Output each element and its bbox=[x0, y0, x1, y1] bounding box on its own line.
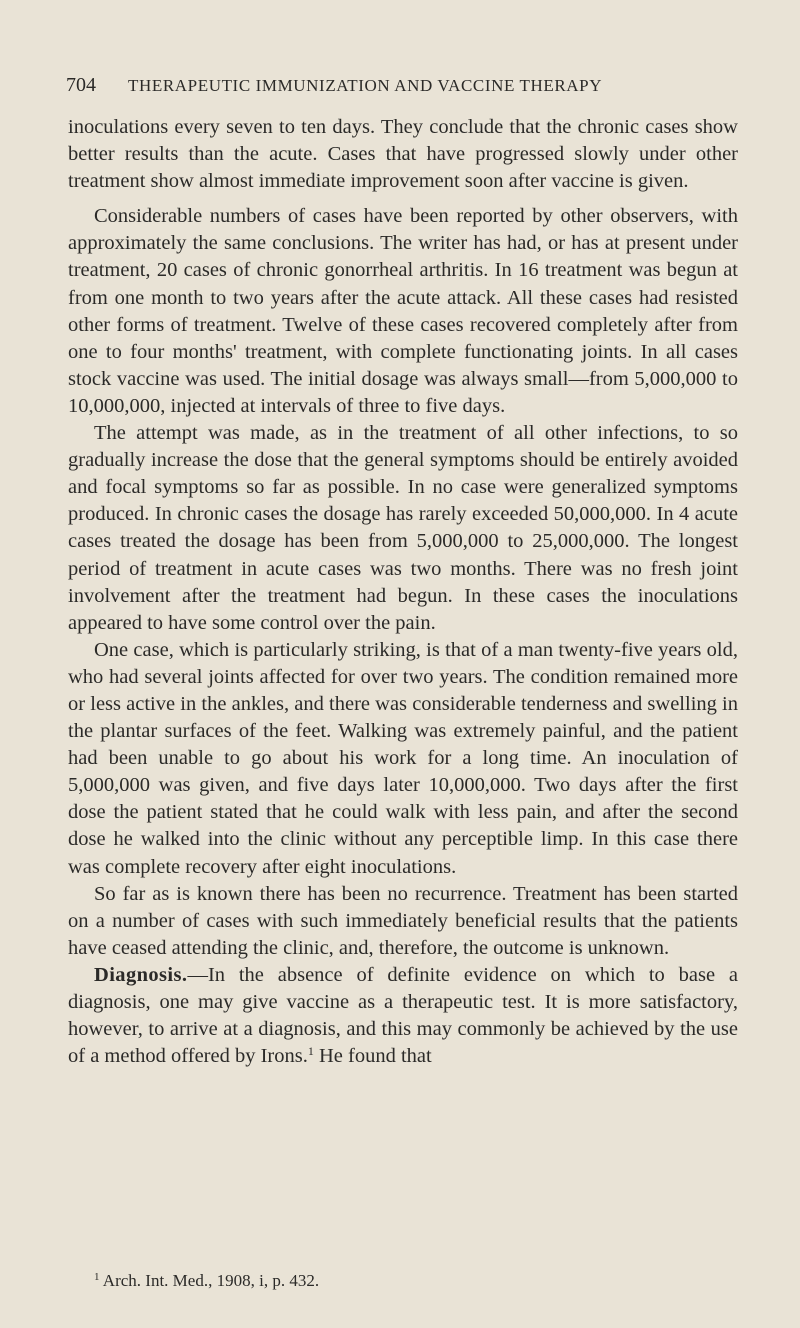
diagnosis-text-end: He found that bbox=[313, 1045, 432, 1068]
paragraph-dosage: The attempt was made, as in the treatment of all other infections, to so gradually increase the dose that the general symptoms should be entirely avoided and focal symptoms so far as possible. In no case were generalized symptoms produced. In chronic cases the dosage has rarely exceeded 50,000,000. In 4 acute cases treated the dosage has been from 5,000,000 to 25,000,000. The longest period of treatment in acute cases was two months. There was no fresh joint involvement after the treatment had begun. In these cases the inoculations appeared to have some control over the pain. bbox=[68, 422, 738, 634]
paragraph-case-report: One case, which is particularly striking, is that of a man twenty-five years old, who had several joints affected for over two years. The condition remained more or less active in the ankles, and there was considerable tenderness and swelling in the plantar surfaces of the feet. Walking was extremely painful, and the patient had been unable to go about his work for a long time. An inoculation of 5,000,000 was given, and five days later 10,000,000. Two days after the first dose the patient stated that he could walk with less pain, and after the second dose he walked into the clinic without any perceptible limp. In this case there was complete recovery after eight inoculations. bbox=[68, 638, 738, 878]
body-text bbox=[68, 114, 738, 1070]
footnote-reference: 1 bbox=[307, 1044, 314, 1059]
footnote-marker: 1 bbox=[94, 1271, 100, 1283]
paragraph-observers: Considerable numbers of cases have been reported by other observers, with approximately the same conclusions. The writer has had, or has at present under treatment, 20 cases of chronic gonorrheal arthritis. In 16 treatment was begun at from one month to two years after the acute attack. All these cases had resisted other forms of treatment. Twelve of these cases recovered completely after from one to four months' treatment, with complete functionating joints. In all cases stock vaccine was used. The initial dosage was always small—from 5,000,000 to 10,000,000, injected at intervals of three to five days. bbox=[68, 205, 738, 417]
section-heading-diagnosis: Diagnosis. bbox=[94, 963, 188, 986]
page-header bbox=[66, 74, 736, 98]
running-title: THERAPEUTIC IMMUNIZATION AND VACCINE THERAPY bbox=[128, 76, 603, 95]
page-number: 704 bbox=[66, 74, 96, 96]
paragraph-diagnosis bbox=[68, 962, 738, 1070]
footnote bbox=[94, 1270, 736, 1292]
diagnosis-text: —In the absence of definite evidence on which to base a diagnosis, one may give vaccine as a therapeutic test. It is more satisfactory, however, to arrive at a diagnosis, and this may commonly be achieved by the use of a method offered by Irons. bbox=[68, 963, 738, 1068]
footnote-text: Arch. Int. Med., 1908, i, p. 432. bbox=[99, 1271, 320, 1290]
paragraph-continuation: inoculations every seven to ten days. They conclude that the chronic cases show better results than the acute. Cases that have progressed slowly under other treatment show almost immediate improvement soon after vaccine is given. bbox=[68, 116, 738, 193]
paragraph-recurrence: So far as is known there has been no recurrence. Treatment has been started on a number of cases with such immediately beneficial results that the patients have ceased attending the clinic, and, therefore, the outcome is unknown. bbox=[68, 882, 738, 959]
